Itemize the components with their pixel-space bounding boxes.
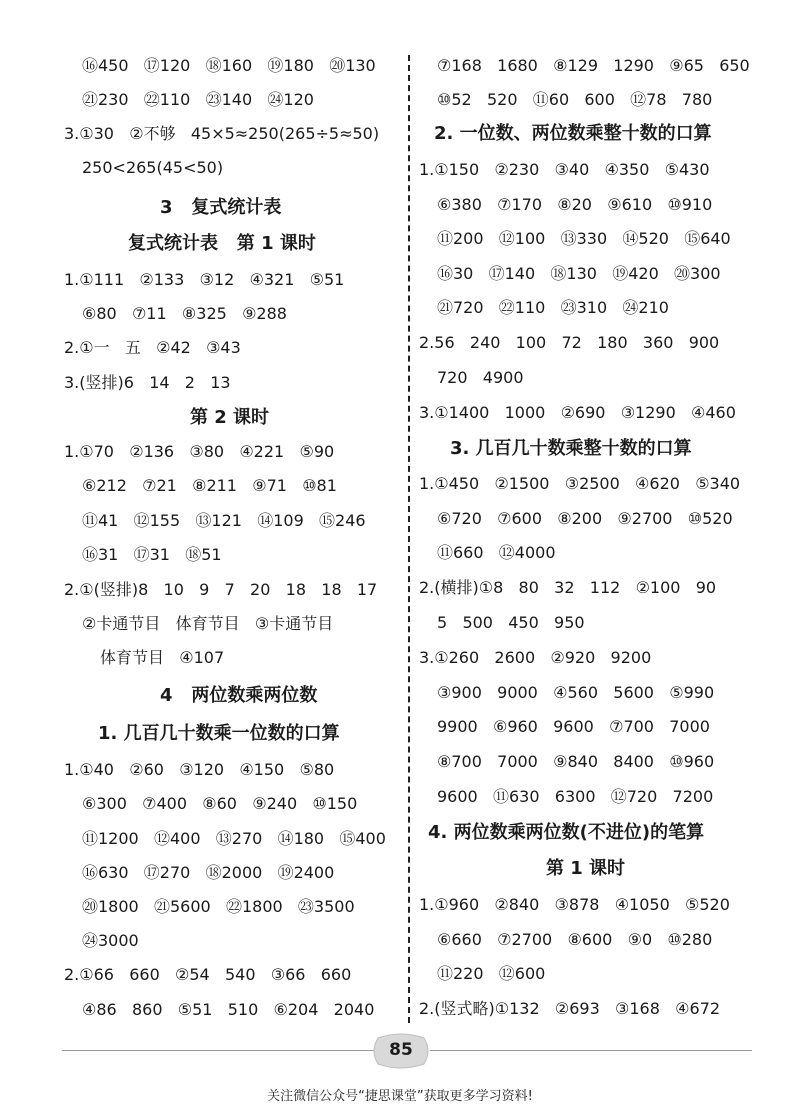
answer-line: 2.①66 660 ②54 540 ③66 660	[64, 965, 352, 984]
answer-line: ⑯30 ⑰140 ⑱130 ⑲420 ⑳300	[437, 264, 721, 283]
answer-line: 720 4900	[437, 368, 524, 387]
section-heading: 4. 两位数乘两位数(不进位)的笔算	[428, 822, 705, 843]
answer-line: 3.①30 ②不够 45×5≈250(265÷5≈50)	[64, 124, 380, 143]
answer-line: ⑥720 ⑦600 ⑧200 ⑨2700 ⑩520	[437, 509, 733, 528]
answer-line: 1.①960 ②840 ③878 ④1050 ⑤520	[419, 895, 730, 914]
answer-line: ③900 9000 ④560 5600 ⑤990	[437, 683, 715, 702]
answer-line: 3.①260 2600 ②920 9200	[419, 648, 652, 667]
answer-line: 1.①150 ②230 ③40 ④350 ⑤430	[419, 160, 710, 179]
answer-line: ⑥212 ⑦21 ⑧211 ⑨71 ⑩81	[82, 476, 337, 495]
answer-line: ⑯630 ⑰270 ⑱2000 ⑲2400	[82, 863, 335, 882]
answer-line: 2.(横排)①8 80 32 112 ②100 90	[419, 578, 717, 597]
answer-line: 1.①111 ②133 ③12 ④321 ⑤51	[64, 270, 345, 289]
answer-line: ⑪660 ⑫4000	[437, 543, 556, 562]
answer-line: ⑪41 ⑫155 ⑬121 ⑭109 ⑮246	[82, 511, 366, 530]
answer-line: 2.①一 五 ②42 ③43	[64, 338, 241, 357]
answer-line: ㉑230 ㉒110 ㉓140 ㉔120	[82, 90, 314, 109]
answer-line: 1.①70 ②136 ③80 ④221 ⑤90	[64, 442, 335, 461]
section-heading: 2. 一位数、两位数乘整十数的口算	[434, 123, 712, 144]
answer-line: ⑥80 ⑦11 ⑧325 ⑨288	[82, 304, 287, 323]
answer-line: ⑯31 ⑰31 ⑱51	[82, 545, 222, 564]
answer-line: 2.(竖式略)①132 ②693 ③168 ④672	[419, 999, 721, 1018]
answer-line: ⑩52 520 ⑪60 600 ⑫78 780	[437, 90, 713, 109]
page-number: 85	[389, 1040, 413, 1060]
chapter-heading: 4 两位数乘两位数	[160, 685, 318, 706]
page-number-badge	[372, 1032, 430, 1070]
answer-line: ㉑720 ㉒110 ㉓310 ㉔210	[437, 298, 669, 317]
answer-line: ⑦168 1680 ⑧129 1290 ⑨65 650	[437, 56, 750, 75]
footer-rule-right	[430, 1050, 752, 1051]
answer-line: 体育节目 ④107	[100, 648, 225, 667]
lesson-heading: 第 1 课时	[546, 858, 626, 879]
answer-line: 1.①40 ②60 ③120 ④150 ⑤80	[64, 760, 335, 779]
answer-line: 250<265(45<50)	[82, 158, 224, 177]
section-heading: 1. 几百几十数乘一位数的口算	[98, 723, 340, 744]
answer-line: ⑳1800 ㉑5600 ㉒1800 ㉓3500	[82, 897, 355, 916]
answer-line: ⑪1200 ⑫400 ⑬270 ⑭180 ⑮400	[82, 829, 386, 848]
answer-line: ⑪200 ⑫100 ⑬330 ⑭520 ⑮640	[437, 229, 731, 248]
answer-line: ④86 860 ⑤51 510 ⑥204 2040	[82, 1000, 375, 1019]
answer-line: ㉔3000	[82, 931, 139, 950]
footer-note: 关注微信公众号“捷思课堂”获取更多学习资料!	[267, 1089, 533, 1104]
answer-line: ⑥380 ⑦170 ⑧20 ⑨610 ⑩910	[437, 195, 713, 214]
answer-line: ⑥660 ⑦2700 ⑧600 ⑨0 ⑩280	[437, 930, 713, 949]
answer-line: ⑥300 ⑦400 ⑧60 ⑨240 ⑩150	[82, 794, 358, 813]
section-heading: 3. 几百几十数乘整十数的口算	[450, 438, 692, 459]
answer-line: 2.56 240 100 72 180 360 900	[419, 333, 720, 352]
answer-line: ②卡通节目 体育节目 ③卡通节目	[82, 614, 334, 633]
answer-line: 3.①1400 1000 ②690 ③1290 ④460	[419, 403, 736, 422]
answer-line: 5 500 450 950	[437, 613, 585, 632]
answer-line: 3.(竖排)6 14 2 13	[64, 373, 231, 392]
answer-line: 9600 ⑪630 6300 ⑫720 7200	[437, 787, 714, 806]
answer-line: 1.①450 ②1500 ③2500 ④620 ⑤340	[419, 474, 741, 493]
answer-line: 2.①(竖排)8 10 9 7 20 18 18 17	[64, 580, 378, 599]
lesson-heading: 复式统计表 第 1 课时	[128, 233, 316, 254]
answer-line: ⑧700 7000 ⑨840 8400 ⑩960	[437, 752, 715, 771]
answer-line: ⑪220 ⑫600	[437, 964, 546, 983]
chapter-heading: 3 复式统计表	[160, 197, 282, 218]
footer-rule-left	[62, 1050, 382, 1051]
column-divider	[408, 55, 410, 1023]
answer-line: ⑯450 ⑰120 ⑱160 ⑲180 ⑳130	[82, 56, 376, 75]
lesson-heading: 第 2 课时	[190, 407, 270, 428]
answer-line: 9900 ⑥960 9600 ⑦700 7000	[437, 717, 710, 736]
